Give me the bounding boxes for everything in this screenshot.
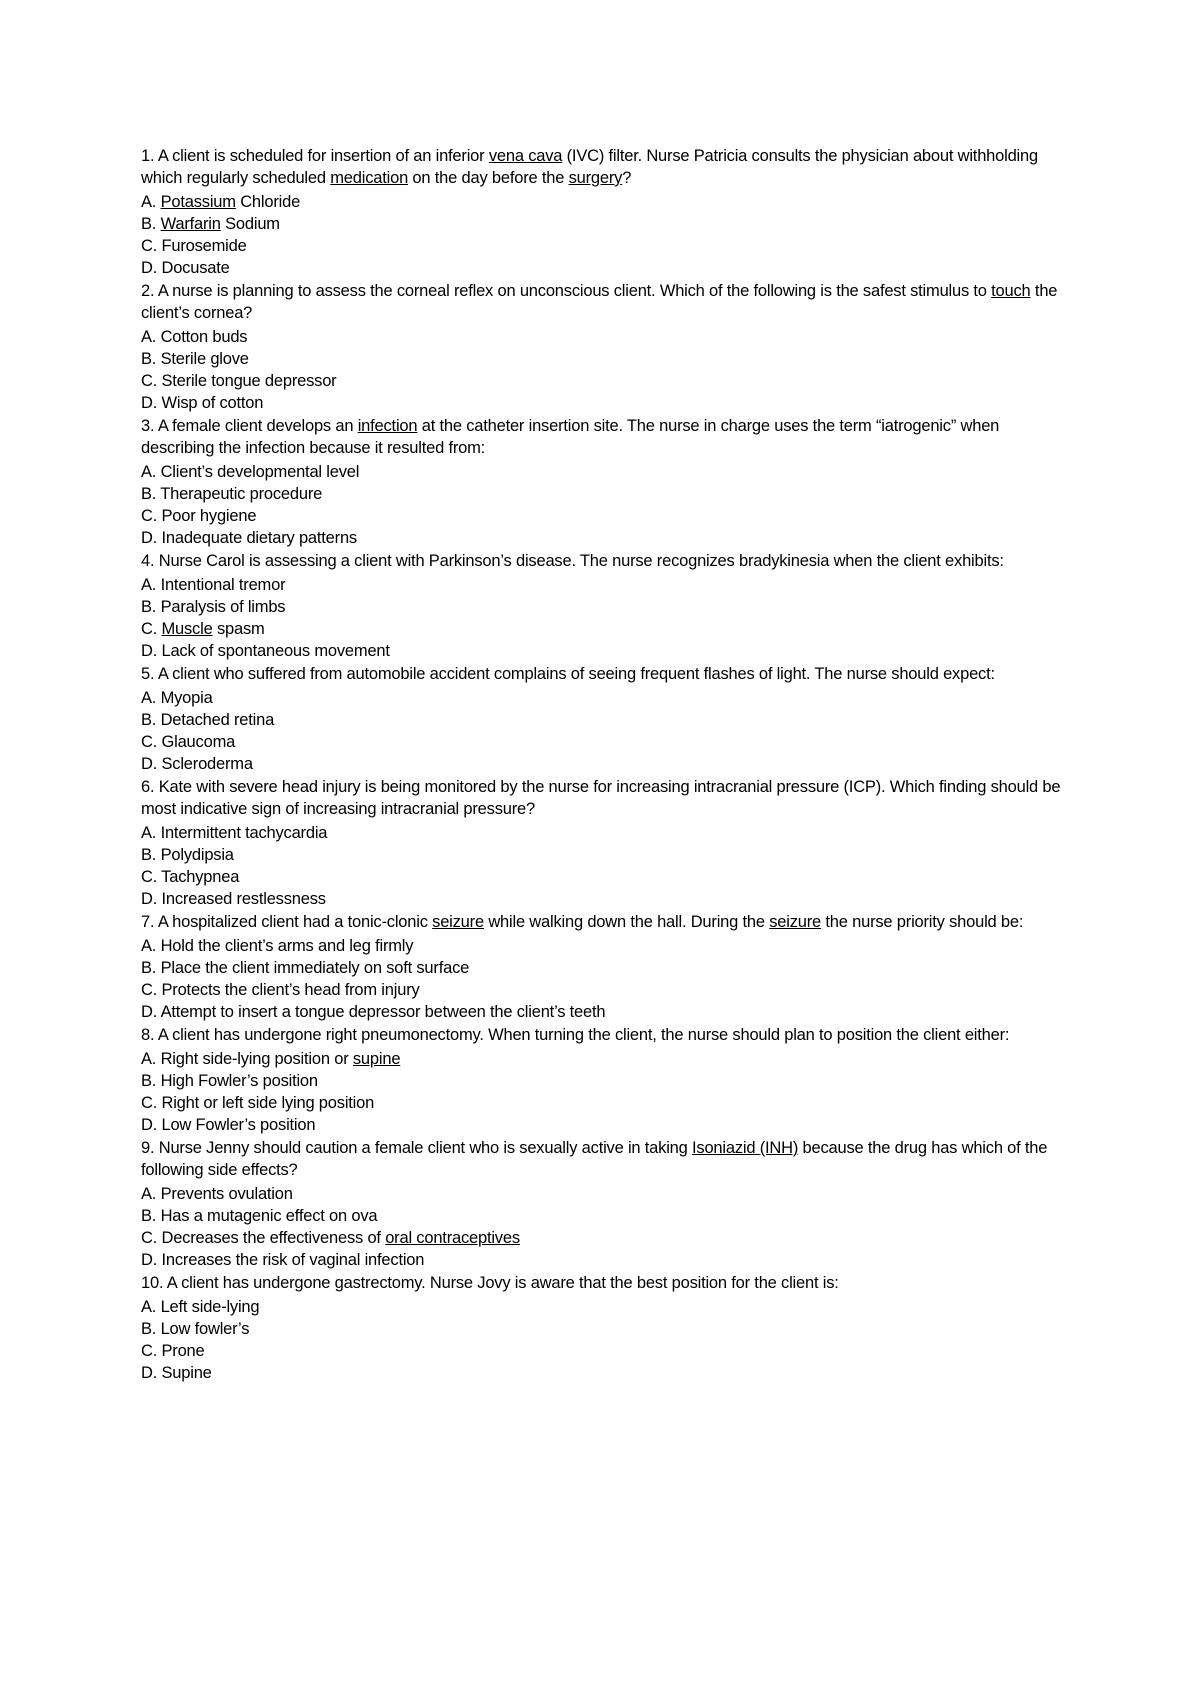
linked-term: surgery	[568, 169, 623, 187]
question-6	[141, 776, 1071, 910]
answer-option	[141, 574, 1071, 596]
option-text: C. Furosemide	[141, 237, 247, 255]
option-text: D. Supine	[141, 1364, 212, 1382]
question-3	[141, 415, 1071, 549]
answer-option	[141, 844, 1071, 866]
option-text: B. Place the client immediately on soft surface	[141, 959, 470, 977]
option-text: B.	[141, 215, 161, 233]
question-stem	[141, 911, 1071, 933]
question-stem	[141, 1137, 1071, 1181]
answer-option	[141, 1227, 1071, 1249]
option-text: spasm	[212, 620, 265, 638]
question-stem	[141, 550, 1071, 572]
stem-text: 4. Nurse Carol is assessing a client with Parkinson’s disease. The nurse recognizes bradykinesia when the client exhibits:	[141, 552, 1004, 570]
answer-option	[141, 957, 1071, 979]
option-text: D. Lack of spontaneous movement	[141, 642, 390, 660]
option-text: A. Prevents ovulation	[141, 1185, 293, 1203]
option-text: B. Polydipsia	[141, 846, 234, 864]
answer-option	[141, 596, 1071, 618]
linked-term: seizure	[769, 913, 822, 931]
answer-option	[141, 1296, 1071, 1318]
option-text: D. Attempt to insert a tongue depressor between the client’s teeth	[141, 1003, 606, 1021]
stem-text: 3. A female client develops an	[141, 417, 358, 435]
option-text: A. Cotton buds	[141, 328, 248, 346]
option-text: C. Decreases the effectiveness of	[141, 1229, 386, 1247]
question-stem	[141, 145, 1071, 189]
question-document	[141, 145, 1071, 1385]
answer-option	[141, 461, 1071, 483]
question-10	[141, 1272, 1071, 1384]
option-text: C. Poor hygiene	[141, 507, 257, 525]
linked-term: touch	[991, 282, 1031, 300]
answer-option	[141, 483, 1071, 505]
answer-option	[141, 1114, 1071, 1136]
answer-option	[141, 235, 1071, 257]
answer-option	[141, 1001, 1071, 1023]
answer-option	[141, 1318, 1071, 1340]
question-stem	[141, 776, 1071, 820]
answer-option	[141, 618, 1071, 640]
linked-term: seizure	[432, 913, 484, 931]
answer-option	[141, 326, 1071, 348]
linked-term: Potassium	[160, 193, 236, 211]
linked-term: medication	[330, 169, 409, 187]
answer-option	[141, 1070, 1071, 1092]
question-2	[141, 280, 1071, 414]
stem-text: the client’s cornea?	[141, 282, 1058, 322]
answer-option	[141, 527, 1071, 549]
stem-text: on the day before the	[408, 169, 569, 187]
answer-option	[141, 257, 1071, 279]
linked-term: Isoniazid (INH)	[692, 1139, 799, 1157]
option-text: A. Left side-lying	[141, 1298, 260, 1316]
answer-option	[141, 1340, 1071, 1362]
stem-text: 8. A client has undergone right pneumonectomy. When turning the client, the nurse should plan to position the client either:	[141, 1026, 1010, 1044]
option-text: D. Low Fowler’s position	[141, 1116, 316, 1134]
option-text: A. Client’s developmental level	[141, 463, 360, 481]
option-text: D. Inadequate dietary patterns	[141, 529, 357, 547]
stem-text: the nurse priority should be:	[821, 913, 1024, 931]
option-text: D. Docusate	[141, 259, 230, 277]
option-text: B. Therapeutic procedure	[141, 485, 323, 503]
option-text: Chloride	[235, 193, 301, 211]
question-stem	[141, 415, 1071, 459]
linked-term: vena cava	[488, 147, 563, 165]
stem-text: (IVC) filter. Nurse Patricia consults the physician about withholding which regularly scheduled	[141, 147, 1038, 187]
answer-option	[141, 1183, 1071, 1205]
question-4	[141, 550, 1071, 662]
option-text: C. Right or left side lying position	[141, 1094, 375, 1112]
question-5	[141, 663, 1071, 775]
stem-text: 10. A client has undergone gastrectomy. Nurse Jovy is aware that the best position for the client is:	[141, 1274, 839, 1292]
option-text: A. Hold the client’s arms and leg firmly	[141, 937, 414, 955]
stem-text: while walking down the hall. During the	[483, 913, 770, 931]
stem-text: because the drug has which of the following side effects?	[141, 1139, 1048, 1179]
question-stem	[141, 1024, 1071, 1046]
option-text: C.	[141, 620, 162, 638]
stem-text: 1. A client is scheduled for insertion of an inferior	[141, 147, 489, 165]
linked-term: infection	[357, 417, 418, 435]
linked-term: Muscle	[161, 620, 213, 638]
option-text: A.	[141, 193, 161, 211]
answer-option	[141, 822, 1071, 844]
option-text: B. Has a mutagenic effect on ova	[141, 1207, 378, 1225]
stem-text: 7. A hospitalized client had a tonic-clonic	[141, 913, 433, 931]
answer-option	[141, 731, 1071, 753]
option-text: B. Sterile glove	[141, 350, 249, 368]
answer-option	[141, 1092, 1071, 1114]
question-9	[141, 1137, 1071, 1271]
answer-option	[141, 979, 1071, 1001]
answer-option	[141, 392, 1071, 414]
option-text: B. High Fowler’s position	[141, 1072, 318, 1090]
answer-option	[141, 935, 1071, 957]
option-text: C. Protects the client’s head from injury	[141, 981, 420, 999]
option-text: A. Right side-lying position or	[141, 1050, 353, 1068]
question-8	[141, 1024, 1071, 1136]
option-text: Sodium	[220, 215, 280, 233]
linked-term: oral contraceptives	[385, 1229, 520, 1247]
answer-option	[141, 888, 1071, 910]
question-7	[141, 911, 1071, 1023]
answer-option	[141, 753, 1071, 775]
option-text: C. Prone	[141, 1342, 205, 1360]
option-text: C. Sterile tongue depressor	[141, 372, 337, 390]
question-stem	[141, 280, 1071, 324]
answer-option	[141, 709, 1071, 731]
answer-option	[141, 1205, 1071, 1227]
stem-text: 6. Kate with severe head injury is being monitored by the nurse for increasing intracranial pressure (ICP). Which finding should be most indicative sign of increasing intracranial pressure?	[141, 778, 1061, 818]
option-text: C. Glaucoma	[141, 733, 236, 751]
question-1	[141, 145, 1071, 279]
stem-text: 5. A client who suffered from automobile accident complains of seeing frequent flashes of light. The nurse should expect:	[141, 665, 995, 683]
answer-option	[141, 640, 1071, 662]
answer-option	[141, 505, 1071, 527]
answer-option	[141, 213, 1071, 235]
answer-option	[141, 687, 1071, 709]
option-text: A. Myopia	[141, 689, 213, 707]
answer-option	[141, 1362, 1071, 1384]
question-stem	[141, 1272, 1071, 1294]
stem-text: ?	[622, 169, 632, 187]
stem-text: 9. Nurse Jenny should caution a female client who is sexually active in taking	[141, 1139, 693, 1157]
option-text: D. Increases the risk of vaginal infection	[141, 1251, 425, 1269]
answer-option	[141, 1048, 1071, 1070]
stem-text: at the catheter insertion site. The nurse in charge uses the term “iatrogenic” when describing the infection because it resulted from:	[141, 417, 1000, 457]
option-text: D. Wisp of cotton	[141, 394, 264, 412]
linked-term: Warfarin	[160, 215, 221, 233]
option-text: D. Increased restlessness	[141, 890, 326, 908]
option-text: D. Scleroderma	[141, 755, 253, 773]
option-text: B. Paralysis of limbs	[141, 598, 286, 616]
answer-option	[141, 348, 1071, 370]
question-stem	[141, 663, 1071, 685]
linked-term: supine	[352, 1050, 401, 1068]
answer-option	[141, 191, 1071, 213]
option-text: C. Tachypnea	[141, 868, 240, 886]
option-text: A. Intermittent tachycardia	[141, 824, 328, 842]
answer-option	[141, 1249, 1071, 1271]
stem-text: 2. A nurse is planning to assess the corneal reflex on unconscious client. Which of the following is the safest stimulus to	[141, 282, 992, 300]
option-text: B. Low fowler’s	[141, 1320, 250, 1338]
answer-option	[141, 866, 1071, 888]
answer-option	[141, 370, 1071, 392]
option-text: A. Intentional tremor	[141, 576, 286, 594]
option-text: B. Detached retina	[141, 711, 275, 729]
